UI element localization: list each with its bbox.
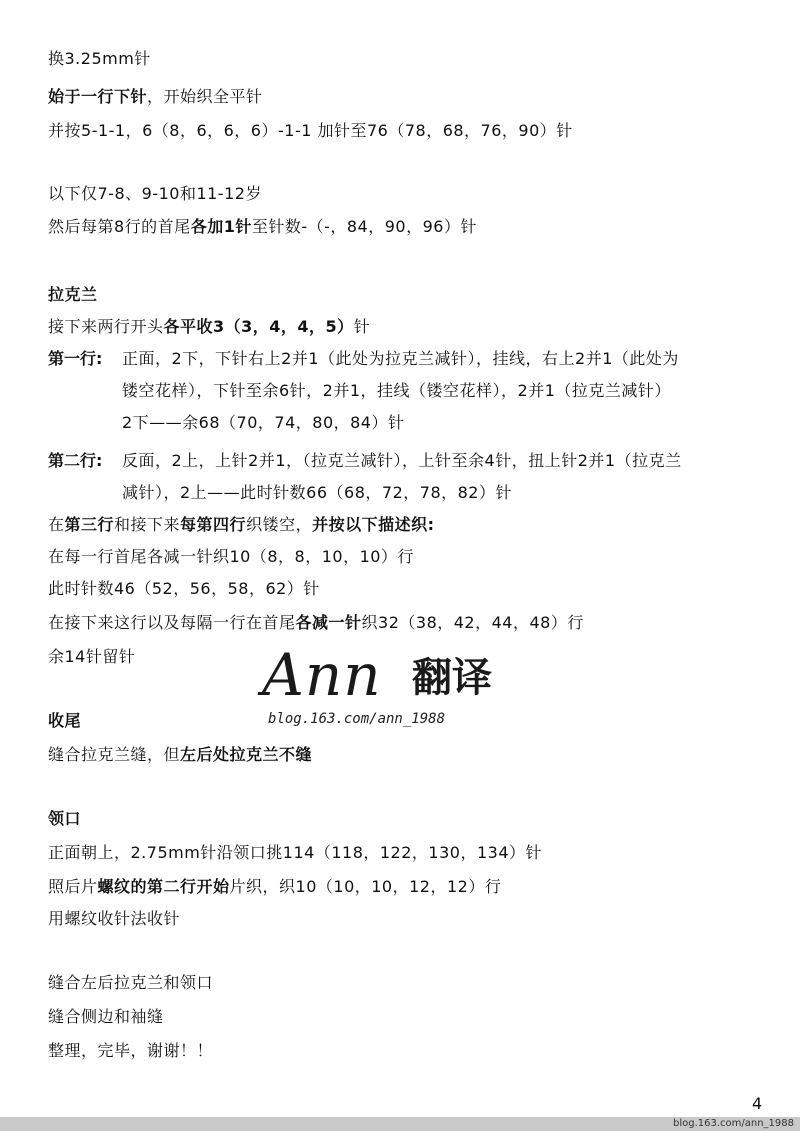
text-line: 并按5-1-1，6（8，6，6，6）-1-1 加针至76（78，68，76，90）针 bbox=[48, 121, 573, 140]
text-line: 用螺纹收针法收针 bbox=[48, 909, 181, 928]
text-line: 在接下来这行以及每隔一行在首尾各减一针织32（38，42，44，48）行 bbox=[48, 613, 584, 632]
text-line: 始于一行下针，开始织全平针 bbox=[48, 87, 263, 106]
text-line: 正面，2下，下针右上2并1（此处为拉克兰减针），挂线，右上2并1（此处为 bbox=[122, 349, 679, 368]
section-heading-neckline: 领口 bbox=[48, 809, 82, 828]
text-line: 反面，2上，上针2并1，（拉克兰减针），上针至余4针，扭上针2并1（拉克兰 bbox=[122, 451, 682, 470]
text-line: 缝合左后拉克兰和领口 bbox=[48, 973, 214, 992]
text-line: 缝合拉克兰缝，但左后处拉克兰不缝 bbox=[48, 745, 313, 764]
page-number: 4 bbox=[752, 1094, 763, 1113]
section-heading-finish: 收尾 bbox=[48, 711, 82, 730]
text-line: 减针），2上——此时针数66（68，72，78，82）针 bbox=[122, 483, 512, 502]
footer-url: blog.163.com/ann_1988 bbox=[672, 1118, 794, 1129]
watermark-url: blog.163.com/ann_1988 bbox=[268, 711, 446, 727]
text-line: 照后片螺纹的第二行开始片织，织10（10，10，12，12）行 bbox=[48, 877, 502, 896]
row-label: 第一行: bbox=[48, 349, 103, 368]
text-line: 正面朝上，2.75mm针沿领口挑114（118，122，130，134）针 bbox=[48, 843, 542, 862]
text-line: 此时针数46（52，56，58，62）针 bbox=[48, 579, 320, 598]
text-line: 在第三行和接下来每第四行织镂空，并按以下描述织: bbox=[48, 515, 435, 534]
text-line: 接下来两行开头各平收3（3，4，4，5）针 bbox=[48, 317, 371, 336]
text-line: 余14针留针 bbox=[48, 647, 136, 666]
text-line: 2下——余68（70，74，80，84）针 bbox=[122, 413, 405, 432]
text-line: 镂空花样），下针至余6针，2并1，挂线（镂空花样），2并1（拉克兰减针） bbox=[122, 381, 671, 400]
watermark-name: Ann bbox=[262, 641, 382, 709]
text-line: 以下仅7-8、9-10和11-12岁 bbox=[48, 184, 262, 203]
text-line: 然后每第8行的首尾各加1针至针数-（-，84，90，96）针 bbox=[48, 217, 477, 236]
text-line: 缝合侧边和袖缝 bbox=[48, 1007, 164, 1026]
footer-bar bbox=[0, 1117, 800, 1131]
row-label: 第二行: bbox=[48, 451, 103, 470]
text-line: 换3.25mm针 bbox=[48, 49, 151, 68]
section-heading-raglan: 拉克兰 bbox=[48, 285, 98, 304]
ann-translation-watermark bbox=[262, 640, 522, 740]
text-line: 整理，完毕，谢谢！！ bbox=[48, 1041, 214, 1060]
watermark-cn: 翻译 bbox=[412, 654, 492, 701]
text-line: 在每一行首尾各减一针织10（8，8，10，10）行 bbox=[48, 547, 414, 566]
